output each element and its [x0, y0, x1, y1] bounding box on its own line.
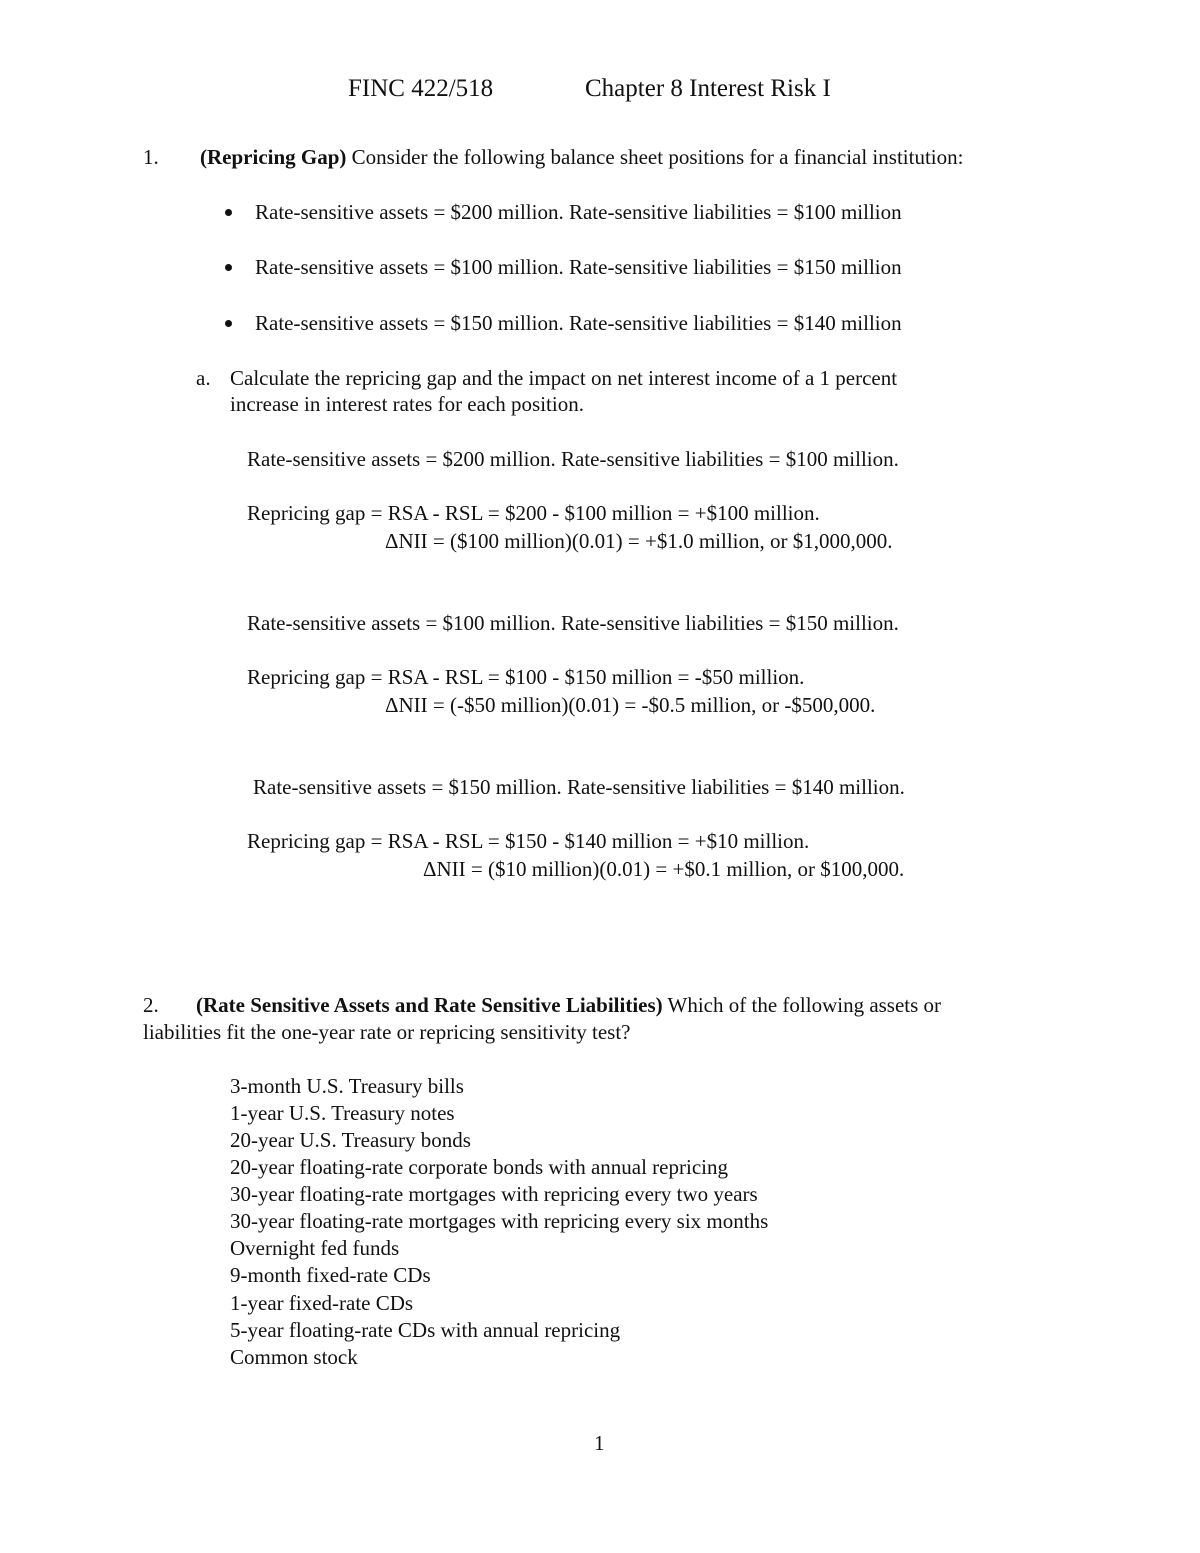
q1-position-2: Rate-sensitive assets = $100 million. Rate-sensitive liabilities = $150 million [255, 255, 902, 279]
solution-3-gap: Repricing gap = RSA - RSL = $150 - $140 million = +$10 million. [247, 829, 810, 853]
q2-number: 2. [143, 993, 159, 1017]
solution-1-nii: ΔNII = ($100 million)(0.01) = +$1.0 million, or $1,000,000. [385, 529, 893, 553]
solution-2-gap: Repricing gap = RSA - RSL = $100 - $150 million = -$50 million. [247, 665, 805, 689]
list-item: Overnight fed funds [230, 1236, 400, 1260]
q2-prompt [196, 995, 941, 1016]
page-number: 1 [594, 1431, 605, 1455]
q1-title: (Repricing Gap) [200, 145, 347, 169]
solution-1-gap: Repricing gap = RSA - RSL = $200 - $100 million = +$100 million. [247, 501, 820, 525]
list-item: Common stock [230, 1345, 358, 1369]
q2-title: (Rate Sensitive Assets and Rate Sensitive Liabilities) [196, 993, 663, 1017]
solution-3-position: Rate-sensitive assets = $150 million. Rate-sensitive liabilities = $140 million. [253, 775, 905, 799]
list-item: 20-year floating-rate corporate bonds with annual repricing [230, 1155, 728, 1179]
list-item: 1-year U.S. Treasury notes [230, 1101, 455, 1125]
q1-prompt [200, 147, 963, 168]
q2-prompt-line2: liabilities fit the one-year rate or repricing sensitivity test? [143, 1020, 631, 1044]
q1-prompt-text: Consider the following balance sheet positions for a financial institution: [351, 145, 964, 169]
list-item: 5-year floating-rate CDs with annual repricing [230, 1318, 621, 1342]
solution-2-position: Rate-sensitive assets = $100 million. Rate-sensitive liabilities = $150 million. [247, 611, 899, 635]
q2-prompt-text: Which of the following assets or [667, 993, 942, 1017]
solution-1-position: Rate-sensitive assets = $200 million. Rate-sensitive liabilities = $100 million. [247, 447, 899, 471]
q1-number: 1. [143, 145, 159, 169]
q1-position-3: Rate-sensitive assets = $150 million. Rate-sensitive liabilities = $140 million [255, 311, 902, 335]
solution-2-nii: ΔNII = (-$50 million)(0.01) = -$0.5 million, or -$500,000. [385, 693, 876, 717]
bullet-icon [225, 264, 232, 271]
bullet-icon [225, 209, 232, 216]
list-item: 1-year fixed-rate CDs [230, 1291, 414, 1315]
list-item: 3-month U.S. Treasury bills [230, 1074, 464, 1098]
list-item: 30-year floating-rate mortgages with repricing every two years [230, 1182, 758, 1206]
q1-position-1: Rate-sensitive assets = $200 million. Rate-sensitive liabilities = $100 million [255, 200, 902, 224]
course-code: FINC 422/518 [348, 75, 494, 102]
part-a-question-line1: Calculate the repricing gap and the impact on net interest income of a 1 percent [230, 366, 898, 390]
bullet-icon [225, 320, 232, 327]
list-item: 30-year floating-rate mortgages with repricing every six months [230, 1209, 769, 1233]
part-a-question-line2: increase in interest rates for each position. [230, 392, 584, 416]
chapter-title: Chapter 8 Interest Risk I [585, 75, 831, 102]
solution-3-nii: ΔNII = ($10 million)(0.01) = +$0.1 million, or $100,000. [423, 857, 905, 881]
list-item: 9-month fixed-rate CDs [230, 1263, 431, 1287]
part-a-letter: a. [196, 366, 211, 390]
list-item: 20-year U.S. Treasury bonds [230, 1128, 471, 1152]
